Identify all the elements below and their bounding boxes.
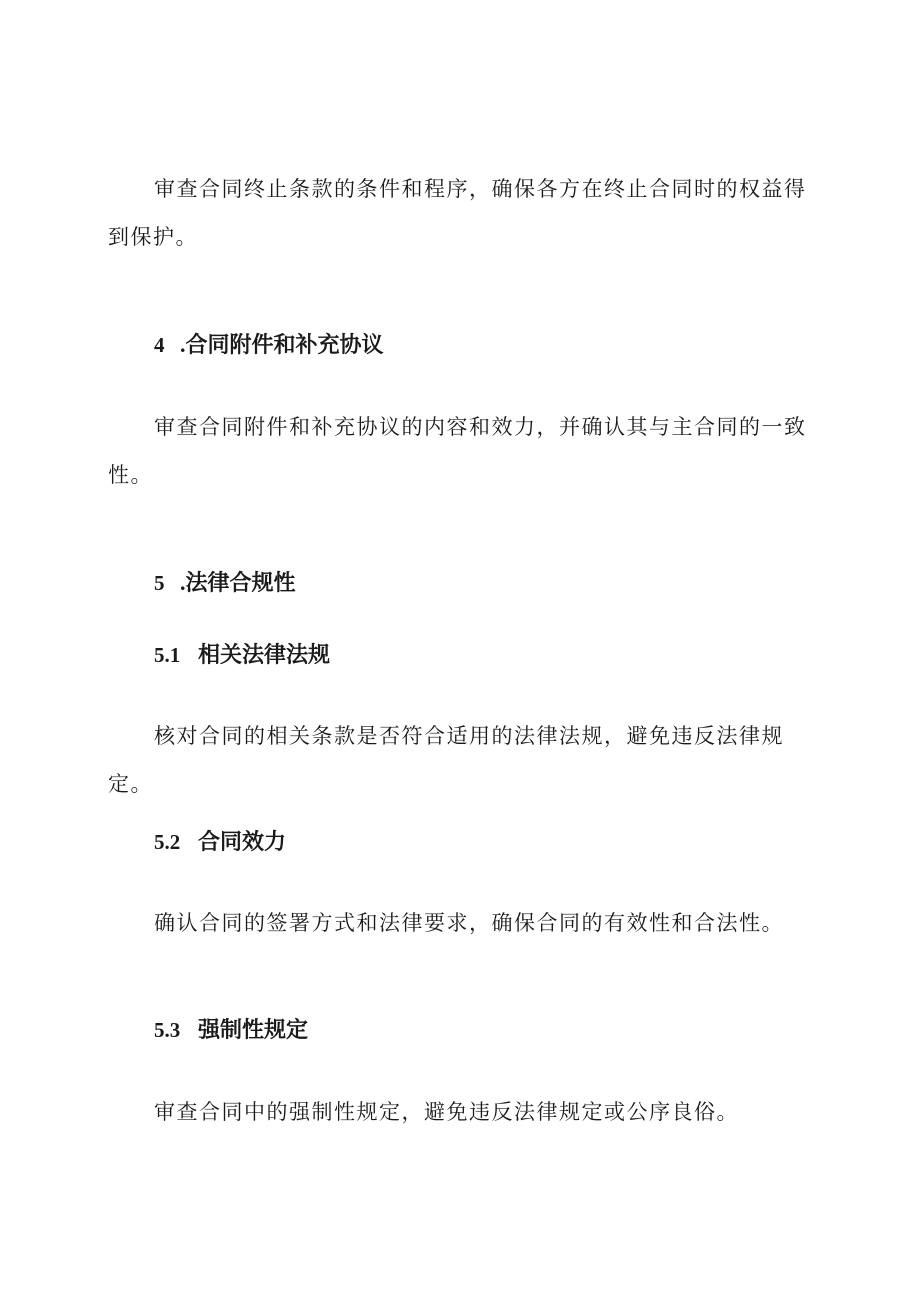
paragraph-law-compliance: 核对合同的相关条款是否符合适用的法律法规，避免违反法律规定。 [108,724,784,796]
section-heading-5 [154,568,814,599]
section-number: 4 [154,333,165,357]
paragraph-contract-validity: 确认合同的签署方式和法律要求，确保合同的有效性和合法性。 [154,911,784,935]
section-title: 法律合规性 [185,571,296,596]
section-number: 5.3 [154,1018,181,1042]
section-title: 合同效力 [198,830,287,855]
section-title: 相关法律法规 [198,643,331,668]
section-heading-5-2 [154,827,814,858]
section-separator: . [180,332,186,357]
section-separator: . [180,570,186,595]
section-title: 合同附件和补充协议 [185,333,384,358]
section-heading-4 [154,330,814,361]
section-number: 5 [154,571,165,595]
paragraph-termination-review: 审查合同终止条款的条件和程序，确保各方在终止合同时的权益得到保护。 [108,177,807,249]
section-number: 5.2 [154,830,181,854]
section-heading-5-3 [154,1015,814,1046]
section-heading-5-1 [154,640,814,671]
paragraph-mandatory-provisions: 审查合同中的强制性规定，避免违反法律规定或公序良俗。 [154,1100,739,1124]
section-number: 5.1 [154,643,181,667]
section-title: 强制性规定 [198,1018,309,1043]
paragraph-attachments-review: 审查合同附件和补充协议的内容和效力，并确认其与主合同的一致性。 [108,415,807,487]
